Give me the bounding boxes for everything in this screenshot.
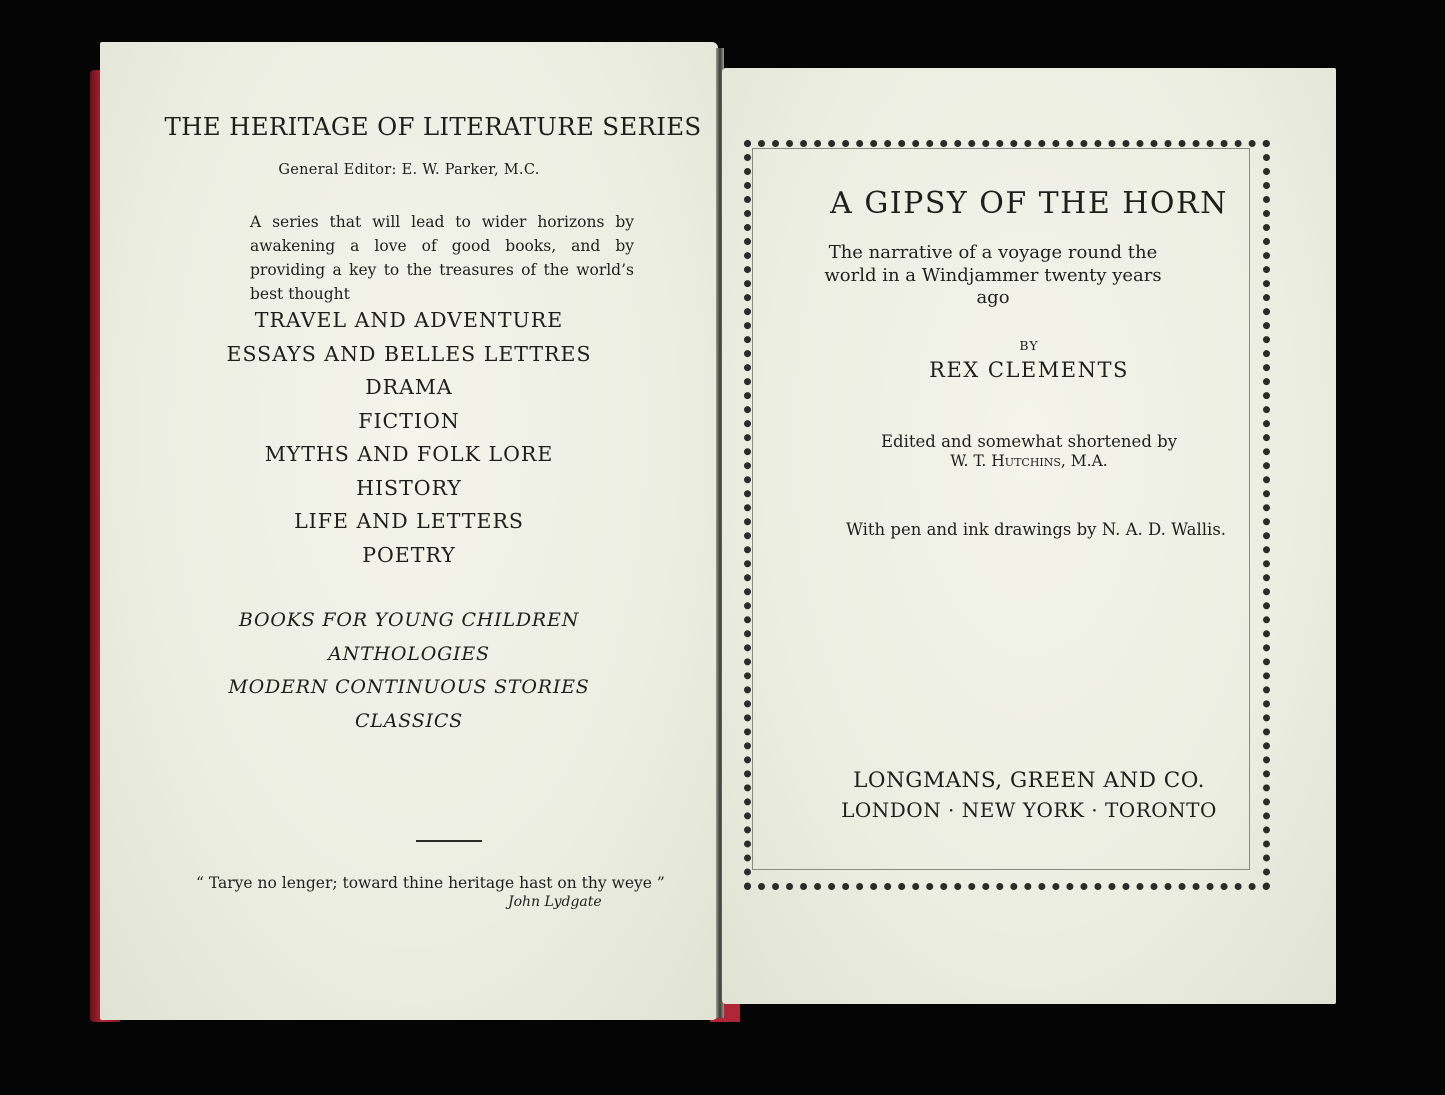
right-page [722, 68, 1336, 1004]
italic-category-item: BOOKS FOR YOUNG CHILDREN [238, 609, 580, 631]
category-item: TRAVEL AND ADVENTURE [254, 308, 564, 332]
category-item: FICTION [358, 408, 460, 433]
category-item: ESSAYS AND BELLES LETTRES [226, 341, 592, 366]
publisher-name: LONGMANS, GREEN AND CO. [853, 768, 1205, 793]
category-item: LIFE AND LETTERS [294, 509, 524, 533]
category-list [100, 304, 718, 572]
series-title: THE HERITAGE OF LITERATURE SERIES [164, 112, 702, 141]
book-subtitle: The narrative of a voyage round the world in a Windjammer twenty years ago [824, 242, 1162, 308]
italic-category-list [100, 604, 718, 738]
by-label: BY [1019, 338, 1039, 353]
category-item: POETRY [362, 542, 456, 567]
italic-category-item: MODERN CONTINUOUS STORIES [228, 676, 590, 698]
category-item: HISTORY [356, 475, 462, 500]
illustrator-line: With pen and ink drawings by N. A. D. Wallis. [845, 520, 1227, 539]
epigraph-author: John Lydgate [508, 894, 602, 910]
edited-by-line: Edited and somewhat shortened by [880, 432, 1178, 451]
left-page [100, 42, 718, 1020]
publisher-cities: LONDON · NEW YORK · TORONTO [841, 798, 1217, 822]
category-item: MYTHS AND FOLK LORE [264, 442, 554, 466]
italic-category-item: ANTHOLOGIES [328, 642, 490, 665]
epigraph-quote: “ Tarye no lenger; toward thine heritage hast on thy weye ” [196, 874, 665, 892]
category-item: DRAMA [365, 375, 453, 399]
divider-rule [416, 840, 482, 842]
general-editor-line: General Editor: E. W. Parker, M.C. [278, 162, 540, 178]
italic-category-item: CLASSICS [354, 709, 464, 732]
author-name: REX CLEMENTS [929, 358, 1129, 382]
editor-name: W. T. Hutchins, M.A. [950, 452, 1108, 470]
series-blurb: A series that will lead to wider horizons by awakening a love of good books, and by providing a key to the treasures of the world’s best thought [250, 213, 634, 303]
book-title: A GIPSY OF THE HORN [830, 186, 1228, 221]
